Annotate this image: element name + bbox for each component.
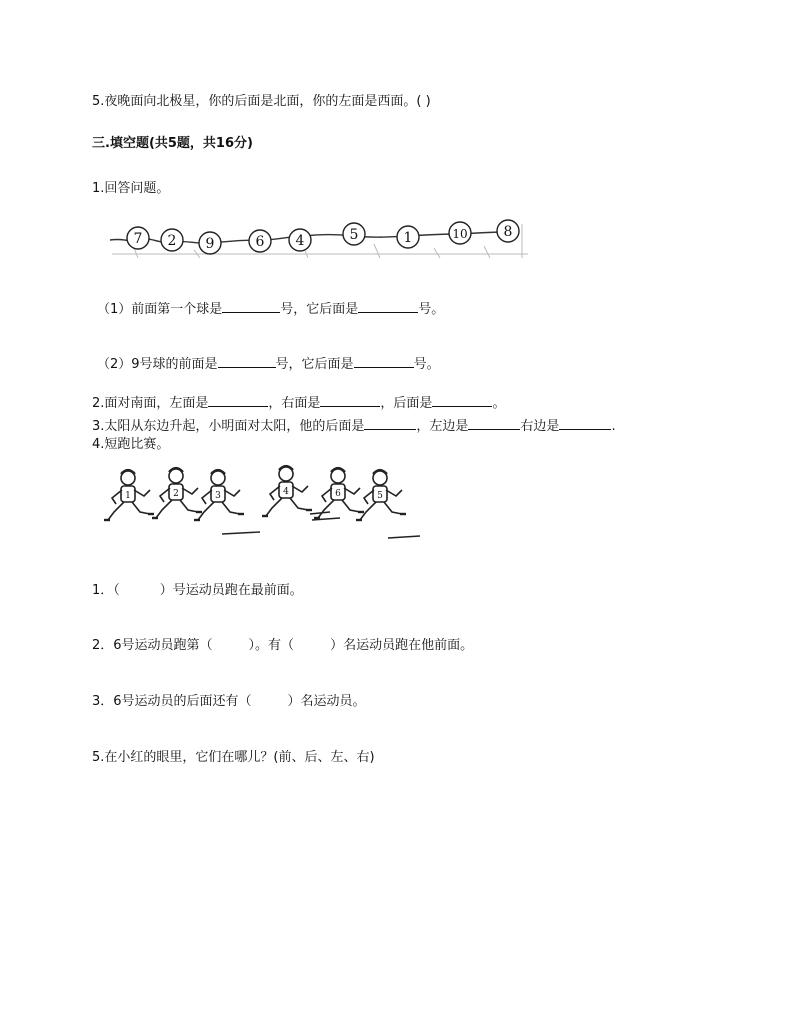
q4-s1-text-b: ）号运动员跑在最前面。	[159, 583, 303, 598]
runner-number: 5	[377, 491, 383, 501]
blank-field[interactable]	[354, 353, 414, 368]
q1-title: 1.回答问题。	[92, 181, 170, 196]
q4-s3-text-a: 3．6号运动员的后面还有（	[92, 694, 252, 709]
q1-sub1-text-c: 号。	[418, 302, 445, 317]
blank-field[interactable]	[358, 298, 418, 313]
blank-field[interactable]	[222, 298, 280, 313]
ball-number: 1	[403, 230, 413, 246]
ball-line-figure	[104, 218, 534, 264]
blank-field[interactable]	[364, 415, 416, 430]
q1-sub1-text-a: （1）前面第一个球是	[97, 302, 223, 317]
q3-text-b: ，左边是	[416, 419, 469, 434]
ball-number: 5	[349, 227, 359, 243]
q4-s2-text-c: ）名运动员跑在他前面。	[330, 638, 474, 653]
ball-number: 8	[503, 224, 513, 240]
q4-s1-text-a: 1．（	[92, 583, 120, 598]
motion-line	[310, 512, 330, 514]
q2	[92, 392, 505, 413]
q4-sub1	[92, 582, 303, 600]
q3	[92, 415, 616, 436]
q3-text-c: 右边是	[520, 419, 560, 434]
q4-sub3	[92, 693, 366, 711]
section-title: 三.填空题(共5题，共16分)	[92, 136, 253, 151]
runner-number: 2	[173, 489, 179, 499]
q1-sub2-text-c: 号。	[413, 357, 440, 372]
blank-field[interactable]	[432, 392, 492, 407]
q2-text-d: 。	[492, 396, 506, 411]
runners-figure	[100, 462, 422, 548]
ball-number: 10	[452, 227, 468, 241]
q4-s2-text-a: 2．6号运动员跑第（	[92, 638, 213, 653]
q4-s3-text-b: ）名运动员。	[287, 694, 366, 709]
runner-number: 4	[283, 487, 289, 497]
q5-title: 5.在小红的眼里，它们在哪儿？(前、后、左、右)	[92, 750, 375, 765]
runner-number: 3	[215, 491, 221, 501]
q2-text-b: ，右面是	[268, 396, 321, 411]
q3-text-d: .	[611, 419, 616, 434]
motion-line	[222, 532, 260, 534]
ball-number: 7	[133, 231, 143, 247]
q4-sub2	[92, 637, 473, 655]
ball-number: 6	[255, 234, 265, 250]
q2-text-c: ，后面是	[380, 396, 433, 411]
runners	[104, 466, 406, 520]
q2-text-a: 2.面对南面，左面是	[92, 396, 209, 411]
blank-field[interactable]	[468, 415, 520, 430]
q3-text-a: 3.太阳从东边升起，小明面对太阳，他的后面是	[92, 419, 365, 434]
q1-sub1-text-b: 号，它后面是	[280, 302, 359, 317]
ball-number: 2	[167, 233, 177, 249]
runner-number: 1	[125, 491, 131, 501]
q5-true-false: 5.夜晚面向北极星，你的后面是北面，你的左面是西面。( )	[92, 94, 431, 109]
runner-number: 6	[335, 489, 341, 499]
balls	[127, 220, 519, 254]
blank-field[interactable]	[218, 353, 276, 368]
q1-sub1	[97, 298, 444, 319]
q4-title: 4.短跑比赛。	[92, 437, 170, 452]
q1-sub2-text-a: （2）9号球的前面是	[97, 357, 218, 372]
motion-line	[388, 536, 420, 538]
blank-field[interactable]	[559, 415, 611, 430]
ball-number: 9	[205, 236, 215, 252]
blank-field[interactable]	[208, 392, 268, 407]
q1-sub2-text-b: 号，它后面是	[275, 357, 354, 372]
blank-field[interactable]	[320, 392, 380, 407]
q4-s2-text-b: ）。有（	[248, 638, 295, 653]
q1-sub2	[97, 353, 440, 374]
ball-number: 4	[295, 233, 305, 249]
